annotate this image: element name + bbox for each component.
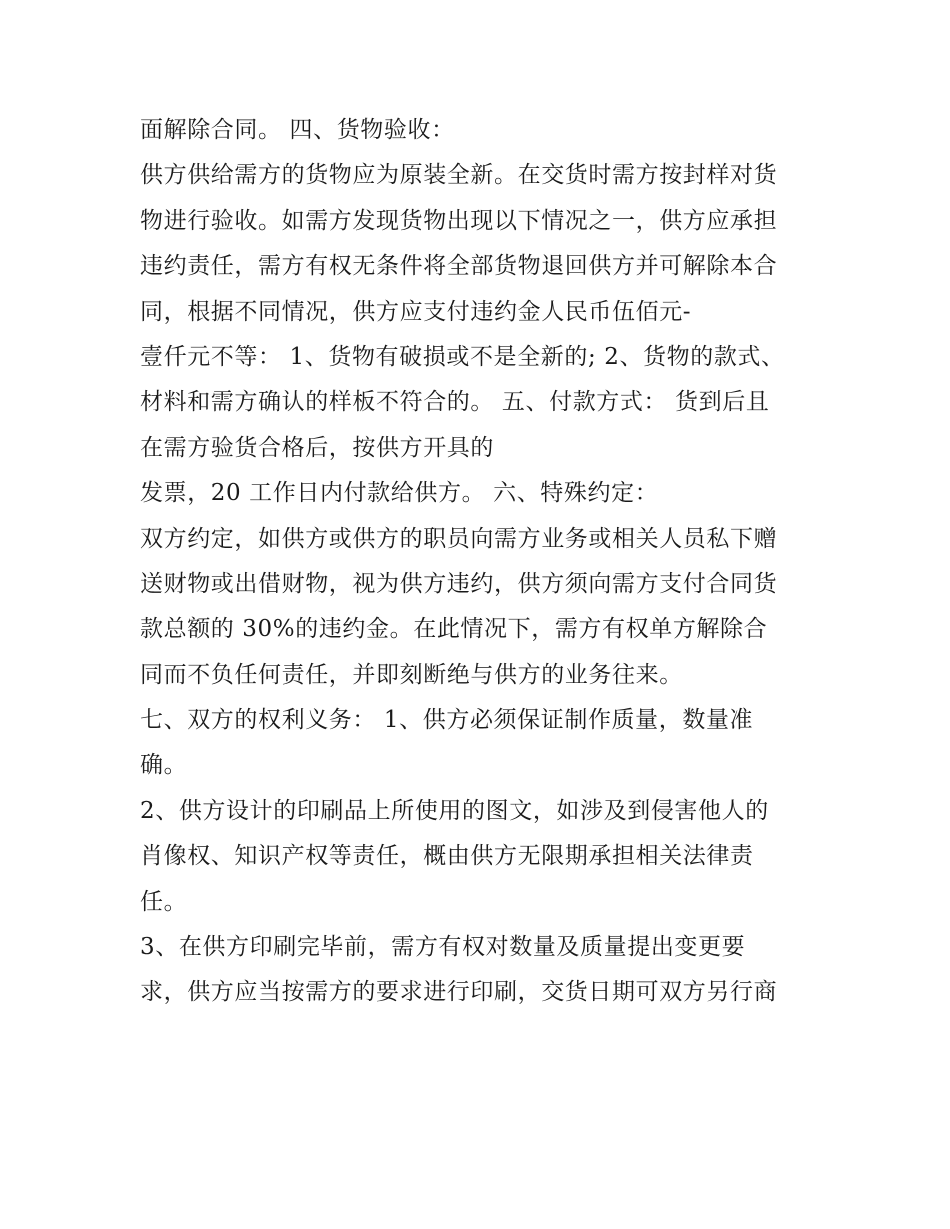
text-line: 送财物或出借财物，视为供方违约，供方须向需方支付合同货 (140, 570, 778, 597)
text-line: 在需方验货合格后，按供方开具的 (140, 434, 494, 461)
text-line: 七、双方的权利义务： 1、供方必须保证制作质量，数量准 (140, 707, 754, 734)
text-line: 款总额的 30%的违约金。在此情况下，需方有权单方解除合 (140, 616, 768, 643)
text-line: 同，根据不同情况，供方应支付违约金人民币伍佰元- (140, 298, 692, 325)
text-line: 违约责任，需方有权无条件将全部货物退回供方并可解除本合 (140, 253, 778, 280)
text-line: 面解除合同。 四、货物验收： (140, 117, 455, 143)
text-line: 确。 (140, 752, 188, 779)
text-line: 材料和需方确认的样板不符合的。 五、付款方式： 货到后且 (140, 389, 770, 416)
text-line: 同而不负任何责任，并即刻断绝与供方的业务往来。 (140, 661, 683, 688)
text-line: 供方供给需方的货物应为原装全新。在交货时需方按封样对货 (140, 162, 778, 189)
text-line: 双方约定，如供方或供方的职员向需方业务或相关人员私下赠 (140, 525, 778, 552)
text-line: 发票，20 工作日内付款给供方。 六、特殊约定： (140, 480, 659, 507)
text-line: 2、供方设计的印刷品上所使用的图文，如涉及到侵害他人的 (140, 797, 769, 824)
text-line: 3、在供方印刷完毕前，需方有权对数量及质量提出变更要 (140, 934, 746, 961)
text-line: 任。 (140, 888, 188, 915)
text-line: 肖像权、知识产权等责任，概由供方无限期承担相关法律责 (140, 843, 754, 870)
text-line: 壹仟元不等： 1、货物有破损或不是全新的; 2、货物的款式、 (140, 343, 785, 370)
text-line: 物进行验收。如需方发现货物出现以下情况之一，供方应承担 (140, 207, 778, 234)
text-line: 求，供方应当按需方的要求进行印刷，交货日期可双方另行商 (140, 979, 778, 1006)
contract-text-body (140, 108, 820, 1016)
